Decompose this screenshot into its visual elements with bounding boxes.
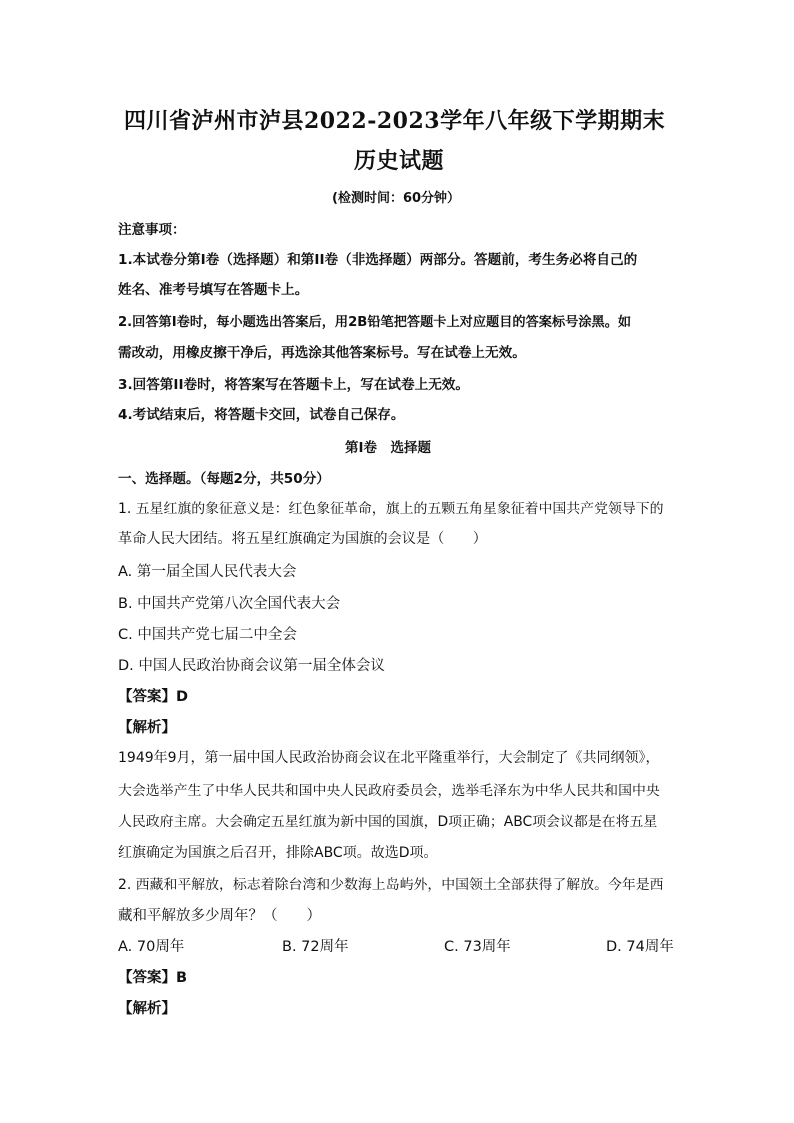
exam-time: (检测时间：60分钟） bbox=[332, 191, 461, 206]
question-2-stem-cont: 藏和平解放多少周年？（ ） bbox=[118, 908, 321, 924]
notice-heading: 注意事项： bbox=[118, 222, 186, 238]
question-1-stem: 1. 五星红旗的象征意义是：红色象征革命，旗上的五颗五角星象征着中国共产党领导下的 bbox=[118, 501, 664, 517]
question-1-analysis-line: 大会选举产生了中华人民共和国中央人民政府委员会，选举毛泽东为中华人民共和国中央 bbox=[118, 783, 660, 799]
question-2-analysis-label: 【解析】 bbox=[118, 1001, 176, 1017]
question-1-option-d: D. 中国人民政治协商会议第一届全体会议 bbox=[118, 658, 385, 674]
notice-item-1-cont: 姓名、准考号填写在答题卡上。 bbox=[118, 282, 309, 298]
notice-item-3: 3.回答第II卷时，将答案写在答题卡上，写在试卷上无效。 bbox=[118, 377, 469, 393]
notice-item-1: 1.本试卷分第I卷（选择题）和第II卷（非选择题）两部分。答题前，考生务必将自己的 bbox=[118, 252, 638, 268]
question-1-analysis-line: 1949年9月，第一届中国人民政治协商会议在北平隆重举行，大会制定了《共同纲领》， bbox=[118, 750, 660, 766]
question-2-stem: 2. 西藏和平解放，标志着除台湾和少数海上岛屿外，中国领土全部获得了解放。今年是西 bbox=[118, 877, 664, 893]
question-2-option-b: B. 72周年 bbox=[282, 939, 349, 955]
notice-item-2-cont: 需改动，用橡皮擦干净后，再选涂其他答案标号。写在试卷上无效。 bbox=[118, 345, 526, 361]
question-2-option-a: A. 70周年 bbox=[118, 939, 185, 955]
question-2-option-d: D. 74周年 bbox=[606, 939, 674, 955]
question-1-stem-cont: 革命人民大团结。将五星红旗确定为国旗的会议是（ ） bbox=[118, 531, 487, 547]
question-1-analysis-line: 人民政府主席。大会确定五星红旗为新中国的国旗，D项正确；ABC项会议都是在将五星 bbox=[118, 814, 658, 830]
volume-title: 第I卷 选择题 bbox=[345, 440, 432, 456]
question-1-analysis-label: 【解析】 bbox=[118, 720, 176, 736]
exam-subtitle: 历史试题 bbox=[354, 148, 445, 174]
question-2-option-c: C. 73周年 bbox=[444, 939, 511, 955]
question-1-option-b: B. 中国共产党第八次全国代表大会 bbox=[118, 596, 341, 612]
notice-item-4: 4.考试结束后，将答题卡交回，试卷自己保存。 bbox=[118, 407, 405, 423]
exam-title: 四川省泸州市泸县2022-2023学年八年级下学期期末 bbox=[124, 108, 666, 134]
question-1-option-a: A. 第一届全国人民代表大会 bbox=[118, 564, 297, 580]
question-1-option-c: C. 中国共产党七届二中全会 bbox=[118, 627, 297, 643]
part-title: 一、选择题。（每题2分，共50分） bbox=[118, 471, 330, 487]
question-1-answer: 【答案】D bbox=[118, 689, 189, 705]
question-2-answer: 【答案】B bbox=[118, 970, 188, 986]
notice-item-2: 2.回答第I卷时，每小题选出答案后，用2B铅笔把答题卡上对应题目的答案标号涂黑。如 bbox=[118, 315, 632, 330]
question-1-analysis-line: 红旗确定为国旗之后召开，排除ABC项。故选D项。 bbox=[118, 845, 438, 861]
